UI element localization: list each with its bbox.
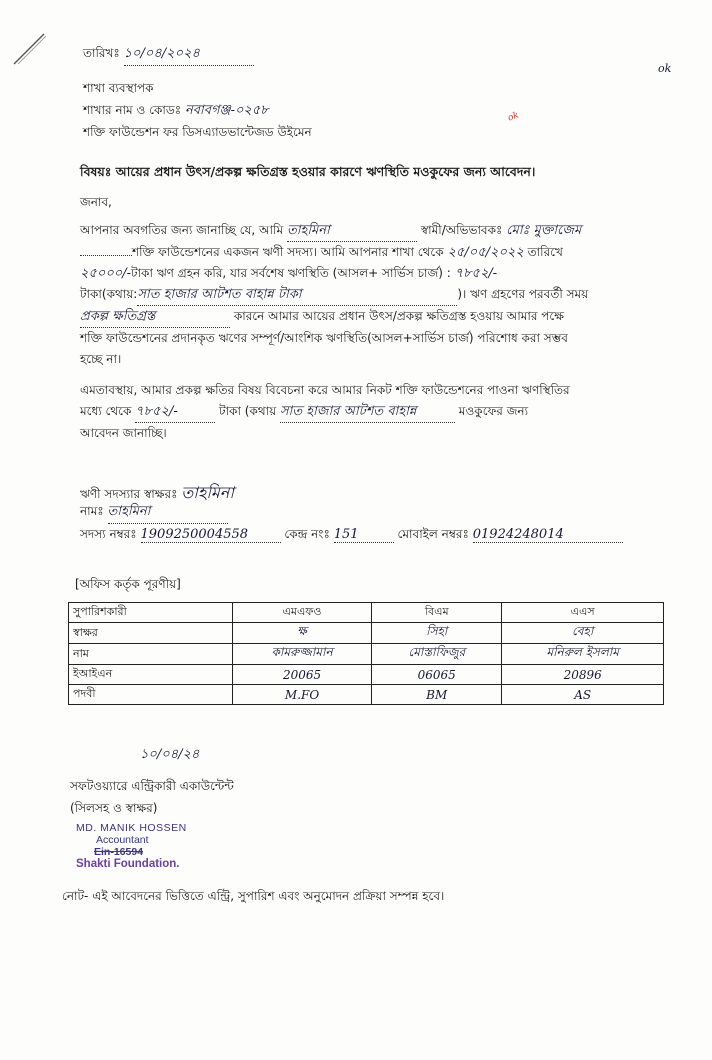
para1-line3: ২৫০০০/-টাকা ঋণ গ্রহন করি, যার সর্বশেষ ঋণস্থিতি (আসল+ সার্ভিস চার্জ) : ৭৮৫২/- xyxy=(80,266,498,281)
waive-in-words: সাত হাজার আটশত বাহান্ন xyxy=(280,401,455,423)
para2-line1: এমতাবস্থায়, আমার প্রকল্প ক্ষতির বিষয় বিবেচনা করে আমার নিকট শক্তি ফাউন্ডেশনের পাওনা ঋণস্থিতির xyxy=(80,383,570,397)
loan-balance: ৭৮৫২/- xyxy=(454,266,498,281)
seal-name: MD. MANIK HOSSEN xyxy=(76,822,187,834)
center-value: 151 xyxy=(334,527,394,543)
member-name-label: নামঃ xyxy=(80,504,104,518)
guardian-name: মোঃ মুক্তাজেম xyxy=(506,223,582,238)
pen-stroke-mark xyxy=(10,28,50,68)
branch-label: শাখার নাম ও কোডঃ xyxy=(83,103,182,117)
office-cell: 06065 xyxy=(372,665,502,685)
addressee-line3: শক্তি ফাউন্ডেশন ফর ডিসএ্যাডভান্টেজড উইমেন xyxy=(83,125,312,139)
office-header-cell: এএস xyxy=(502,603,664,623)
seal-ein: Ein-16594 xyxy=(94,846,144,858)
para1-line7: হচ্ছে না। xyxy=(80,352,122,366)
office-cell: 20896 xyxy=(502,665,664,685)
borrower-name: তাহমিনা xyxy=(287,220,417,242)
member-number-line xyxy=(80,526,623,546)
loss-reason: প্রকল্প ক্ষতিগ্রস্ত xyxy=(80,306,230,328)
para2-line2: মধ্যে থেকে ৭৮৫২/- টাকা (কথায় সাত হাজার আটশত বাহান্ন মওকুফের জন্য xyxy=(80,401,665,423)
office-row-label: পদবী xyxy=(69,685,233,705)
para1-line1: আপনার অবগতির জন্য জানাচ্ছি যে, আমি তাহমিনা স্বামী/অভিভাবকঃ মোঃ মুক্তাজেম xyxy=(80,220,665,242)
office-row-label: নাম xyxy=(69,644,233,665)
addressee-line1: শাখা ব্যবস্থাপক xyxy=(83,81,154,95)
office-row xyxy=(69,665,664,685)
body-paragraph-1 xyxy=(80,220,665,370)
member-number-label: সদস্য নম্বরঃ xyxy=(80,527,137,541)
para1-line2: শক্তি ফাউন্ডেশনের একজন ঋণী সদস্য। আমি আপনার শাখা থেকে ২৫/০৫/২০২২ তারিখে xyxy=(80,242,665,263)
office-header-cell: এমএফও xyxy=(233,603,372,623)
ok-mark: ok xyxy=(658,62,672,75)
seal-role: Accountant xyxy=(96,834,149,846)
office-row-label: ইআইএন xyxy=(69,665,233,685)
subject-line: বিষয়ঃ আয়ের প্রধান উৎস/প্রকল্প ক্ষতিগ্রস্ত হওয়ার কারণে ঋণস্থিতি মওকুফের জন্য আবেদন। xyxy=(80,164,536,179)
accountant-title: সফটওয়্যারে এন্ট্রিকারী একাউন্টেন্ট xyxy=(70,779,234,793)
body-paragraph-2 xyxy=(80,380,665,444)
office-cell: BM xyxy=(372,685,502,705)
para1-line6: শক্তি ফাউন্ডেশনের প্রদানকৃত ঋণের সম্পূর্ণ/আংশিক ঋণস্থিতি(আসল+সার্ভিস চার্জ) পরিশোধ করা সম্ভব xyxy=(80,331,568,345)
office-table xyxy=(68,602,664,705)
balance-in-words: সাত হাজার আটশত বাহান্ন টাকা xyxy=(137,284,457,306)
mobile-label: মোবাইল নম্বরঃ xyxy=(397,527,469,541)
addressee-line2 xyxy=(83,101,269,122)
member-signature-label: ঋণী সদস্যার স্বাক্ষরঃ xyxy=(80,487,178,501)
accountant-seal xyxy=(76,822,216,870)
member-number-value: 1909250004558 xyxy=(141,527,281,543)
footer-note: নোট- এই আবেদনের ভিত্তিতে এন্ট্রি, সুপারিশ এবং অনুমোদন প্রক্রিয়া সম্পন্ন হবে। xyxy=(62,889,445,903)
accountant-sign-date: ১০/০৪/২৪ xyxy=(140,747,200,762)
para2-line3: আবেদন জানাচ্ছি। xyxy=(80,426,167,440)
office-row xyxy=(69,685,664,705)
loan-date: ২৫/০৫/২০২২ xyxy=(447,245,524,260)
office-cell: 20065 xyxy=(233,665,372,685)
office-cell: সিহা xyxy=(372,623,502,644)
salutation: জনাব, xyxy=(80,195,112,209)
member-signature: তাহমিনা xyxy=(181,483,234,502)
waive-amount: ৭৮৫২/- xyxy=(135,401,215,423)
office-cell: AS xyxy=(502,685,664,705)
office-header-row xyxy=(69,603,664,623)
center-label: কেন্দ্র নংঃ xyxy=(284,527,330,541)
date-label: তারিখঃ xyxy=(83,46,120,60)
date-value: ১০/০৪/২০২৪ xyxy=(124,44,254,66)
seal-org: Shakti Foundation. xyxy=(76,858,180,870)
office-cell: বেহা xyxy=(502,623,664,644)
para1-line5: প্রকল্প ক্ষতিগ্রস্ত কারনে আমার আয়ের প্রধান উৎস/প্রকল্প ক্ষতিগ্রস্ত হওয়ায় আমার পক্ষে xyxy=(80,306,665,328)
red-ok-mark: ok xyxy=(506,110,521,124)
office-cell: মনিরুল ইসলাম xyxy=(502,644,664,665)
office-row-label: স্বাক্ষর xyxy=(69,623,233,644)
office-header-cell: সুপারিশকারী xyxy=(69,603,233,623)
office-row xyxy=(69,644,664,665)
accountant-subtitle: (সিলসহ ও স্বাক্ষর) xyxy=(70,801,158,815)
office-cell: কামরুজ্জামান xyxy=(233,644,372,665)
office-cell: ক্ষ xyxy=(233,623,372,644)
office-row xyxy=(69,623,664,644)
loan-amount: ২৫০০০/- xyxy=(80,266,132,281)
date-line xyxy=(83,44,254,66)
para1-line4: টাকা(কথায়:সাত হাজার আটশত বাহান্ন টাকা )। ঋণ গ্রহণের পরবর্তী সময় xyxy=(80,284,665,306)
member-name-line xyxy=(80,502,228,524)
office-cell: মোস্তাফিজুর xyxy=(372,644,502,665)
branch-value: নবাবগঞ্জ-০২৫৮ xyxy=(184,103,269,118)
office-cell: M.FO xyxy=(233,685,372,705)
member-name-value: তাহমিনা xyxy=(108,502,228,524)
office-header-cell: বিএম xyxy=(372,603,502,623)
office-heading: [অফিস কর্তৃক পূরণীয়] xyxy=(75,577,181,591)
mobile-value: 01924248014 xyxy=(473,527,623,543)
